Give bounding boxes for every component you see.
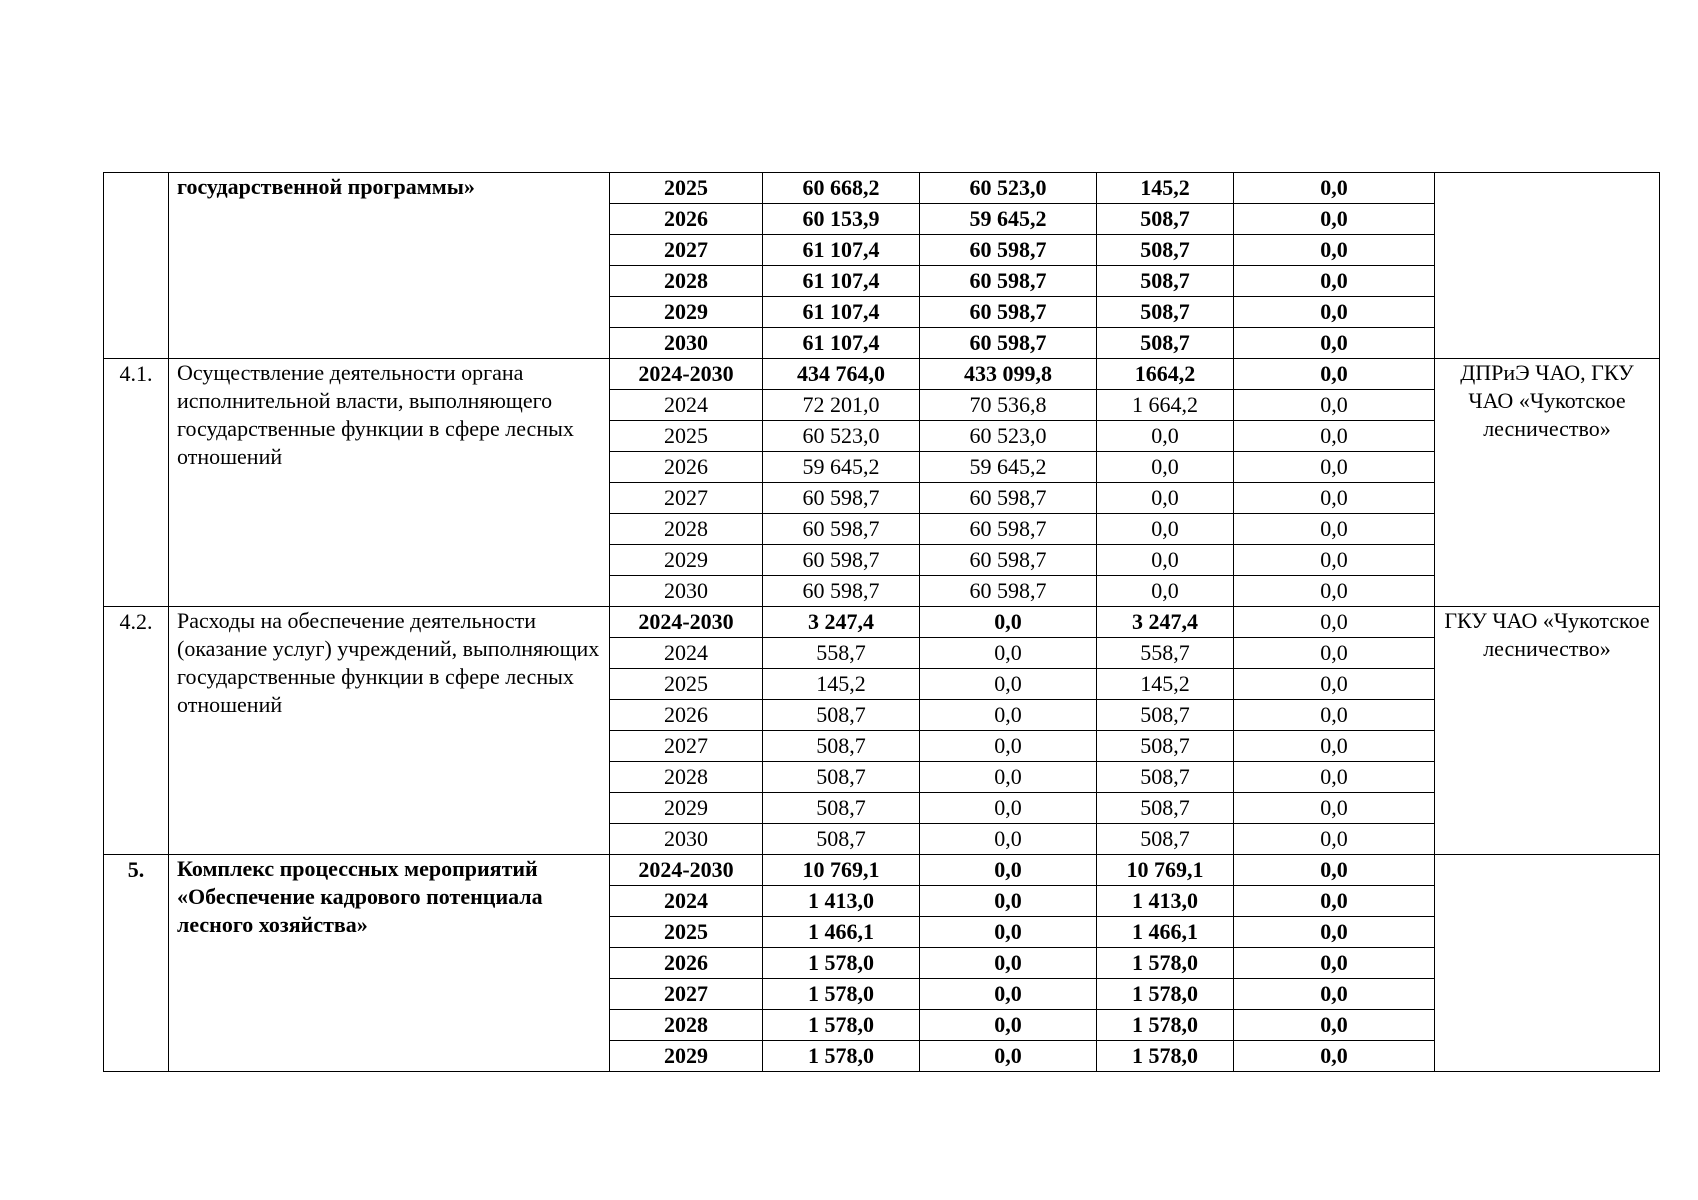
cell-reg: 508,7 [1097, 793, 1234, 824]
cell-year: 2029 [610, 1041, 763, 1072]
cell-reg: 508,7 [1097, 235, 1234, 266]
cell-fed: 60 598,7 [920, 514, 1097, 545]
cell-reg: 508,7 [1097, 204, 1234, 235]
cell-year: 2027 [610, 731, 763, 762]
cell-reg: 508,7 [1097, 266, 1234, 297]
cell-fed: 0,0 [920, 948, 1097, 979]
cell-year: 2024 [610, 638, 763, 669]
item-name: государственной программы» [169, 173, 610, 359]
cell-other: 0,0 [1234, 948, 1435, 979]
table-row [104, 359, 1660, 390]
cell-fed: 60 598,7 [920, 483, 1097, 514]
cell-fed: 0,0 [920, 824, 1097, 855]
cell-year: 2029 [610, 297, 763, 328]
cell-total: 10 769,1 [763, 855, 920, 886]
cell-year: 2030 [610, 824, 763, 855]
cell-other: 0,0 [1234, 638, 1435, 669]
cell-other: 0,0 [1234, 855, 1435, 886]
cell-total: 558,7 [763, 638, 920, 669]
cell-total: 61 107,4 [763, 328, 920, 359]
cell-year: 2030 [610, 576, 763, 607]
cell-other: 0,0 [1234, 979, 1435, 1010]
cell-year: 2028 [610, 762, 763, 793]
cell-total: 60 523,0 [763, 421, 920, 452]
item-name: Расходы на обеспечение деятельности (оказание услуг) учреждений, выполняющих государственные функции в сфере лесных отношений [169, 607, 610, 855]
cell-fed: 60 598,7 [920, 576, 1097, 607]
item-name: Комплекс процессных мероприятий «Обеспечение кадрового потенциала лесного хозяйства» [169, 855, 610, 1072]
cell-total: 508,7 [763, 824, 920, 855]
cell-total: 1 466,1 [763, 917, 920, 948]
cell-year: 2026 [610, 700, 763, 731]
cell-year: 2024 [610, 390, 763, 421]
cell-reg: 145,2 [1097, 173, 1234, 204]
cell-reg: 0,0 [1097, 514, 1234, 545]
cell-year: 2025 [610, 421, 763, 452]
cell-year: 2030 [610, 328, 763, 359]
cell-reg: 1 578,0 [1097, 948, 1234, 979]
cell-year: 2024-2030 [610, 607, 763, 638]
executor [1435, 855, 1660, 1072]
cell-reg: 0,0 [1097, 576, 1234, 607]
cell-year: 2025 [610, 917, 763, 948]
cell-fed: 0,0 [920, 855, 1097, 886]
cell-fed: 59 645,2 [920, 452, 1097, 483]
cell-other: 0,0 [1234, 731, 1435, 762]
item-number: 4.2. [104, 607, 169, 855]
cell-year: 2025 [610, 669, 763, 700]
cell-reg: 0,0 [1097, 452, 1234, 483]
cell-fed: 0,0 [920, 886, 1097, 917]
cell-reg: 508,7 [1097, 328, 1234, 359]
cell-fed: 0,0 [920, 1041, 1097, 1072]
cell-reg: 508,7 [1097, 700, 1234, 731]
cell-other: 0,0 [1234, 514, 1435, 545]
cell-total: 3 247,4 [763, 607, 920, 638]
cell-other: 0,0 [1234, 173, 1435, 204]
cell-reg: 1664,2 [1097, 359, 1234, 390]
cell-fed: 59 645,2 [920, 204, 1097, 235]
cell-year: 2026 [610, 204, 763, 235]
cell-total: 60 598,7 [763, 576, 920, 607]
cell-reg: 0,0 [1097, 545, 1234, 576]
cell-fed: 70 536,8 [920, 390, 1097, 421]
cell-other: 0,0 [1234, 576, 1435, 607]
cell-year: 2027 [610, 483, 763, 514]
cell-fed: 0,0 [920, 731, 1097, 762]
cell-year: 2028 [610, 1010, 763, 1041]
cell-year: 2026 [610, 452, 763, 483]
cell-fed: 60 598,7 [920, 297, 1097, 328]
cell-year: 2028 [610, 266, 763, 297]
cell-total: 60 153,9 [763, 204, 920, 235]
cell-year: 2029 [610, 545, 763, 576]
cell-total: 1 578,0 [763, 979, 920, 1010]
cell-reg: 1 413,0 [1097, 886, 1234, 917]
cell-other: 0,0 [1234, 762, 1435, 793]
cell-total: 1 413,0 [763, 886, 920, 917]
cell-total: 61 107,4 [763, 235, 920, 266]
cell-total: 145,2 [763, 669, 920, 700]
cell-fed: 0,0 [920, 917, 1097, 948]
cell-reg: 508,7 [1097, 731, 1234, 762]
cell-other: 0,0 [1234, 297, 1435, 328]
cell-total: 61 107,4 [763, 266, 920, 297]
cell-other: 0,0 [1234, 545, 1435, 576]
item-number: 5. [104, 855, 169, 1072]
cell-total: 508,7 [763, 793, 920, 824]
cell-fed: 0,0 [920, 669, 1097, 700]
cell-year: 2029 [610, 793, 763, 824]
cell-reg: 0,0 [1097, 421, 1234, 452]
cell-reg: 558,7 [1097, 638, 1234, 669]
cell-total: 59 645,2 [763, 452, 920, 483]
cell-fed: 60 598,7 [920, 235, 1097, 266]
cell-total: 508,7 [763, 731, 920, 762]
cell-reg: 3 247,4 [1097, 607, 1234, 638]
cell-fed: 60 523,0 [920, 421, 1097, 452]
cell-fed: 0,0 [920, 700, 1097, 731]
cell-other: 0,0 [1234, 235, 1435, 266]
cell-year: 2027 [610, 979, 763, 1010]
cell-total: 61 107,4 [763, 297, 920, 328]
cell-year: 2024-2030 [610, 855, 763, 886]
cell-total: 72 201,0 [763, 390, 920, 421]
executor: ГКУ ЧАО «Чукотское лесничество» [1435, 607, 1660, 855]
cell-fed: 0,0 [920, 979, 1097, 1010]
cell-fed: 60 523,0 [920, 173, 1097, 204]
cell-fed: 0,0 [920, 1010, 1097, 1041]
cell-fed: 60 598,7 [920, 266, 1097, 297]
cell-reg: 508,7 [1097, 297, 1234, 328]
cell-reg: 508,7 [1097, 762, 1234, 793]
cell-reg: 1 578,0 [1097, 979, 1234, 1010]
cell-other: 0,0 [1234, 483, 1435, 514]
cell-total: 1 578,0 [763, 948, 920, 979]
cell-reg: 0,0 [1097, 483, 1234, 514]
cell-total: 1 578,0 [763, 1041, 920, 1072]
cell-other: 0,0 [1234, 669, 1435, 700]
table-row [104, 173, 1660, 204]
cell-total: 60 598,7 [763, 514, 920, 545]
cell-other: 0,0 [1234, 824, 1435, 855]
cell-reg: 1 578,0 [1097, 1010, 1234, 1041]
cell-other: 0,0 [1234, 421, 1435, 452]
cell-fed: 0,0 [920, 607, 1097, 638]
item-number: 4.1. [104, 359, 169, 607]
cell-total: 508,7 [763, 762, 920, 793]
cell-other: 0,0 [1234, 1010, 1435, 1041]
cell-other: 0,0 [1234, 793, 1435, 824]
cell-fed: 60 598,7 [920, 328, 1097, 359]
cell-other: 0,0 [1234, 1041, 1435, 1072]
cell-other: 0,0 [1234, 886, 1435, 917]
cell-fed: 0,0 [920, 793, 1097, 824]
cell-reg: 1 664,2 [1097, 390, 1234, 421]
table-row [104, 607, 1660, 638]
cell-reg: 1 466,1 [1097, 917, 1234, 948]
item-number [104, 173, 169, 359]
cell-other: 0,0 [1234, 700, 1435, 731]
cell-other: 0,0 [1234, 452, 1435, 483]
budget-table [103, 172, 1660, 1072]
cell-year: 2024-2030 [610, 359, 763, 390]
cell-reg: 145,2 [1097, 669, 1234, 700]
cell-other: 0,0 [1234, 917, 1435, 948]
cell-total: 434 764,0 [763, 359, 920, 390]
cell-year: 2024 [610, 886, 763, 917]
executor [1435, 173, 1660, 359]
cell-year: 2027 [610, 235, 763, 266]
cell-other: 0,0 [1234, 607, 1435, 638]
cell-year: 2026 [610, 948, 763, 979]
cell-total: 60 598,7 [763, 545, 920, 576]
cell-fed: 433 099,8 [920, 359, 1097, 390]
cell-reg: 10 769,1 [1097, 855, 1234, 886]
cell-reg: 1 578,0 [1097, 1041, 1234, 1072]
cell-other: 0,0 [1234, 266, 1435, 297]
cell-fed: 0,0 [920, 762, 1097, 793]
cell-year: 2025 [610, 173, 763, 204]
cell-fed: 60 598,7 [920, 545, 1097, 576]
cell-other: 0,0 [1234, 204, 1435, 235]
cell-total: 1 578,0 [763, 1010, 920, 1041]
cell-total: 60 668,2 [763, 173, 920, 204]
cell-other: 0,0 [1234, 390, 1435, 421]
cell-other: 0,0 [1234, 328, 1435, 359]
cell-year: 2028 [610, 514, 763, 545]
table-row [104, 855, 1660, 886]
cell-total: 508,7 [763, 700, 920, 731]
cell-fed: 0,0 [920, 638, 1097, 669]
cell-total: 60 598,7 [763, 483, 920, 514]
cell-other: 0,0 [1234, 359, 1435, 390]
executor: ДПРиЭ ЧАО, ГКУ ЧАО «Чукотское лесничество» [1435, 359, 1660, 607]
cell-reg: 508,7 [1097, 824, 1234, 855]
item-name: Осуществление деятельности органа исполнительной власти, выполняющего государственные функции в сфере лесных отношений [169, 359, 610, 607]
